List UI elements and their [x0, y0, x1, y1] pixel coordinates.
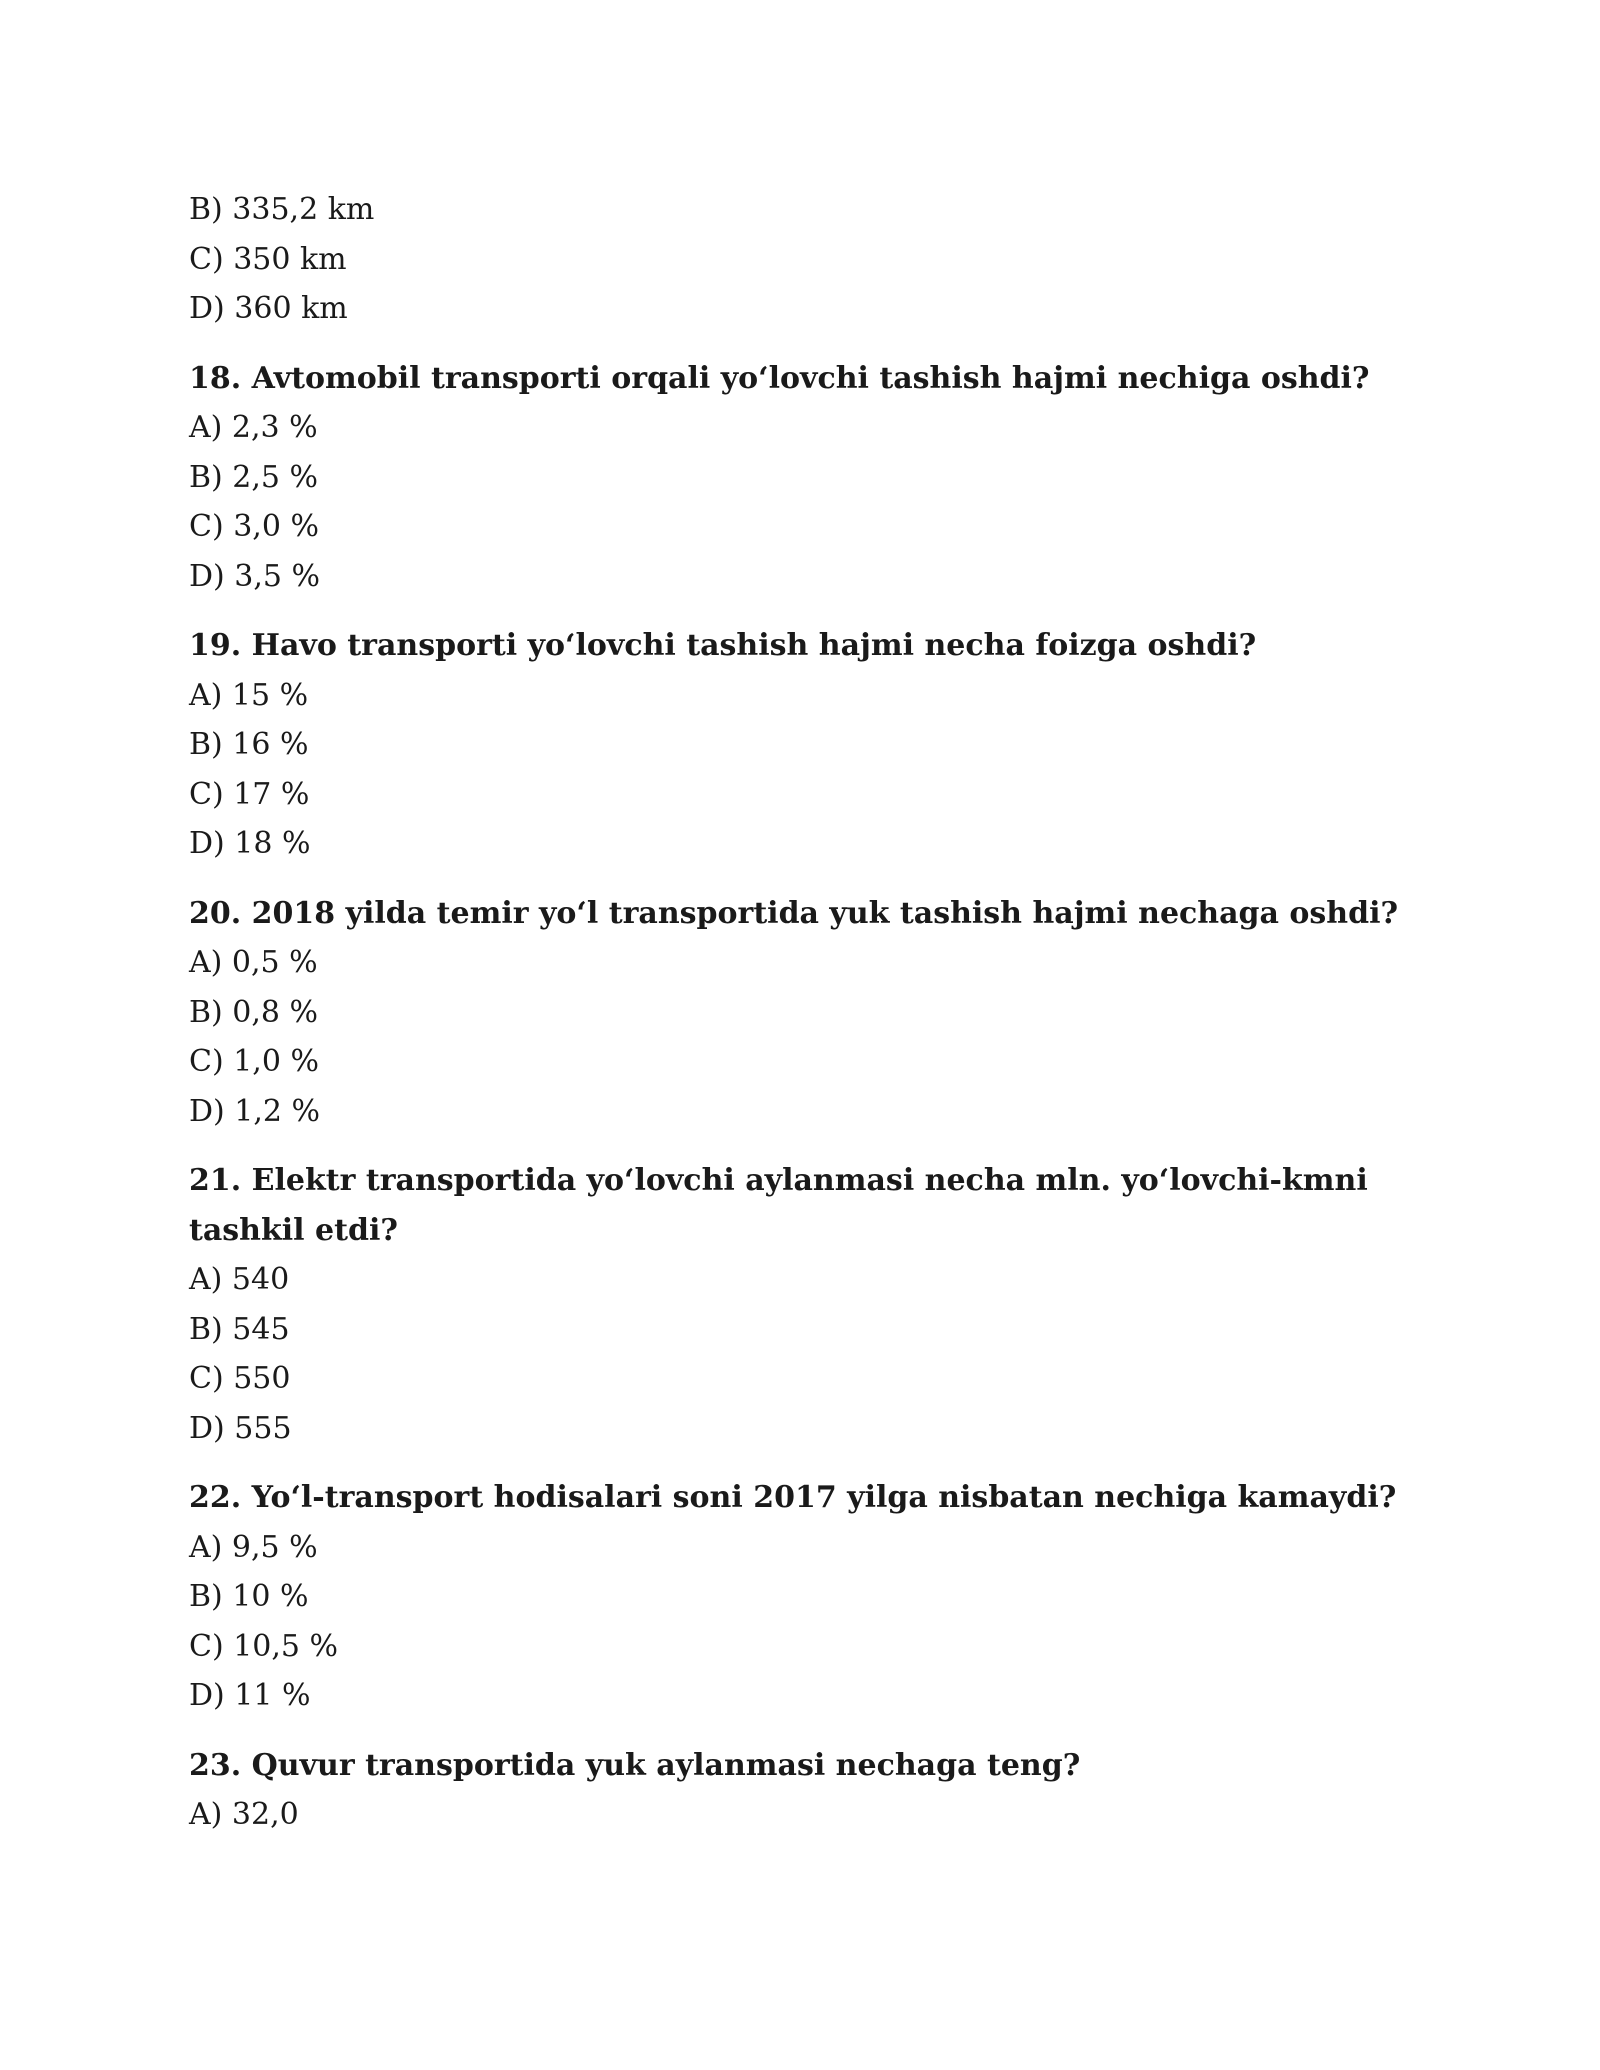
- question-20: [189, 889, 1409, 1137]
- question-text: 21. Elektr transportida yo‘lovchi aylanmasi necha mln. yo‘lovchi-kmni tashkil etdi?: [189, 1163, 1368, 1248]
- answer-option: C) 350 km: [189, 241, 347, 277]
- question-text: 22. Yo‘l-transport hodisalari soni 2017 yilga nisbatan nechiga kamaydi?: [189, 1480, 1397, 1515]
- answer-option: D) 360 km: [189, 291, 348, 326]
- answer-option: A) 0,5 %: [189, 945, 318, 980]
- answer-option: A) 2,3 %: [189, 410, 318, 445]
- answer-option: A) 15 %: [189, 677, 309, 713]
- answer-option: C) 550: [189, 1361, 291, 1396]
- answer-option: B) 16 %: [189, 727, 309, 762]
- answer-option: B) 545: [189, 1311, 290, 1347]
- question-text: 18. Avtomobil transporti orqali yo‘lovchi tashish hajmi nechiga oshdi?: [189, 360, 1370, 396]
- question-text: 19. Havo transporti yo‘lovchi tashish hajmi necha foizga oshdi?: [189, 628, 1257, 663]
- answer-option: D) 555: [189, 1410, 292, 1446]
- question-21: [189, 1156, 1409, 1453]
- answer-option: D) 1,2 %: [189, 1093, 321, 1129]
- question-text: 20. 2018 yilda temir yo‘l transportida yuk tashish hajmi nechaga oshdi?: [189, 895, 1399, 931]
- answer-option: A) 9,5 %: [189, 1529, 318, 1565]
- question-22: [189, 1473, 1409, 1721]
- question-23: [189, 1741, 1409, 1840]
- leading-options: [189, 185, 1409, 334]
- document-page: [189, 185, 1409, 1840]
- question-19: [189, 621, 1409, 869]
- answer-option: C) 17 %: [189, 776, 310, 812]
- answer-option: B) 335,2 km: [189, 192, 375, 227]
- answer-option: C) 3,0 %: [189, 509, 319, 544]
- answer-option: D) 11 %: [189, 1678, 311, 1713]
- question-text: 23. Quvur transportida yuk aylanmasi nechaga teng?: [189, 1747, 1081, 1783]
- answer-option: B) 10 %: [189, 1579, 309, 1614]
- answer-option: B) 0,8 %: [189, 994, 319, 1030]
- answer-option: B) 2,5 %: [189, 459, 319, 495]
- answer-option: C) 1,0 %: [189, 1044, 319, 1079]
- question-18: [189, 354, 1409, 602]
- answer-option: D) 18 %: [189, 826, 311, 861]
- answer-option: D) 3,5 %: [189, 558, 321, 594]
- answer-option: C) 10,5 %: [189, 1628, 339, 1664]
- answer-option: A) 540: [189, 1262, 290, 1297]
- answer-option: A) 32,0: [189, 1797, 299, 1832]
